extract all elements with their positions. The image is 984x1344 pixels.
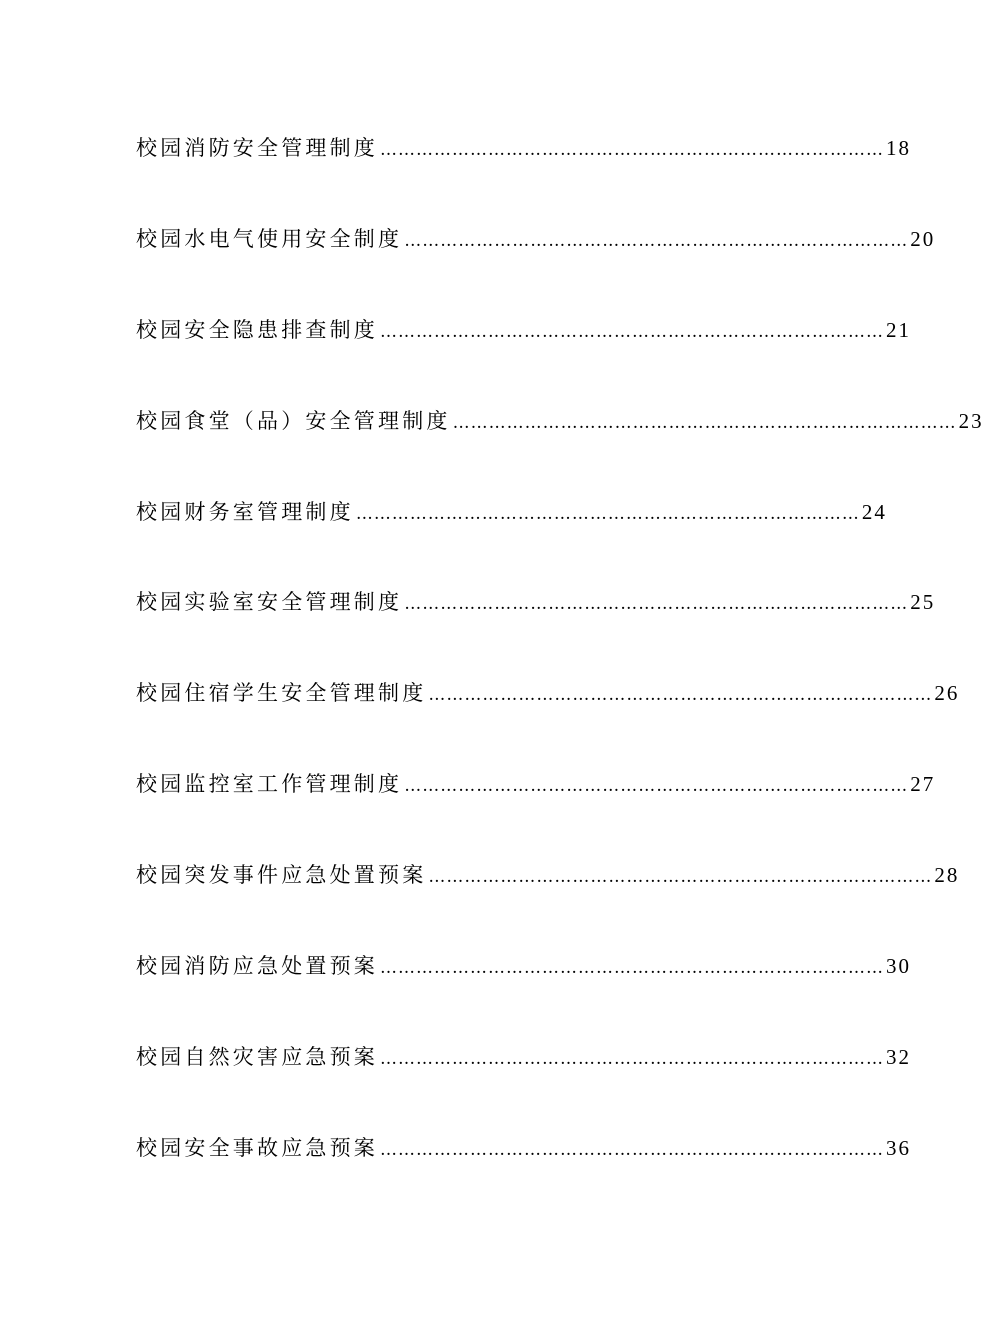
toc-dot-leader: ………………………………………………………………………… (404, 230, 909, 251)
toc-dot-leader: ………………………………………………………………………… (380, 140, 884, 160)
toc-entry-title: 校园监控室工作管理制度 (136, 772, 403, 797)
toc-entry[interactable] (136, 950, 911, 1041)
toc-dot-leader: ………………………………………………………………………… (380, 958, 884, 979)
toc-dot-leader: ………………………………………………………………………… (380, 1139, 884, 1160)
toc-entry-page: 24 (861, 499, 887, 524)
toc-entry-title: 校园安全事故应急预案 (136, 1135, 378, 1160)
toc-entry-title: 校园安全隐患排查制度 (136, 317, 378, 342)
toc-entry-title: 校园自然灾害应急预案 (136, 1044, 378, 1069)
toc-entry[interactable] (136, 496, 887, 587)
toc-entry-page: 36 (886, 1135, 911, 1160)
toc-entry-page: 23 (958, 408, 984, 433)
toc-dot-leader: ………………………………………………………………………… (380, 1048, 884, 1069)
toc-entry-title: 校园实验室安全管理制度 (136, 590, 403, 615)
toc-entry[interactable] (136, 1041, 911, 1132)
toc-entry[interactable] (136, 314, 911, 405)
toc-dot-leader: ………………………………………………………………………… (428, 867, 933, 888)
toc-entry-title: 校园消防安全管理制度 (136, 136, 378, 160)
toc-entry-page: 30 (886, 954, 911, 979)
toc-entry-page: 18 (886, 136, 911, 160)
toc-entry-page: 21 (886, 317, 911, 342)
toc-entry[interactable] (136, 405, 984, 496)
table-of-contents (136, 132, 984, 1223)
toc-entry[interactable] (136, 223, 936, 314)
toc-dot-leader: ………………………………………………………………………… (380, 321, 884, 342)
toc-entry[interactable] (136, 132, 911, 223)
toc-entry-page: 32 (886, 1044, 911, 1069)
toc-dot-leader: ………………………………………………………………………… (404, 594, 909, 615)
toc-dot-leader: ………………………………………………………………………… (452, 412, 957, 433)
toc-entry[interactable] (136, 768, 936, 859)
toc-entry-title: 校园食堂（品）安全管理制度 (136, 408, 451, 433)
toc-entry-title: 校园突发事件应急处置预案 (136, 863, 427, 888)
toc-entry-title: 校园消防应急处置预案 (136, 954, 378, 979)
toc-entry[interactable] (136, 677, 960, 768)
toc-entry-page: 20 (910, 226, 936, 251)
toc-entry[interactable] (136, 586, 936, 677)
toc-dot-leader: ………………………………………………………………………… (404, 776, 909, 797)
toc-entry-page: 27 (910, 772, 936, 797)
toc-entry-page: 25 (910, 590, 936, 615)
toc-entry[interactable] (136, 859, 960, 950)
toc-entry-title: 校园财务室管理制度 (136, 499, 354, 524)
toc-entry-title: 校园住宿学生安全管理制度 (136, 681, 427, 706)
toc-entry-page: 28 (934, 863, 960, 888)
toc-entry[interactable] (136, 1132, 911, 1223)
toc-dot-leader: ………………………………………………………………………… (428, 685, 933, 706)
toc-entry-title: 校园水电气使用安全制度 (136, 226, 403, 251)
toc-dot-leader: ………………………………………………………………………… (355, 503, 860, 524)
toc-entry-page: 26 (934, 681, 960, 706)
